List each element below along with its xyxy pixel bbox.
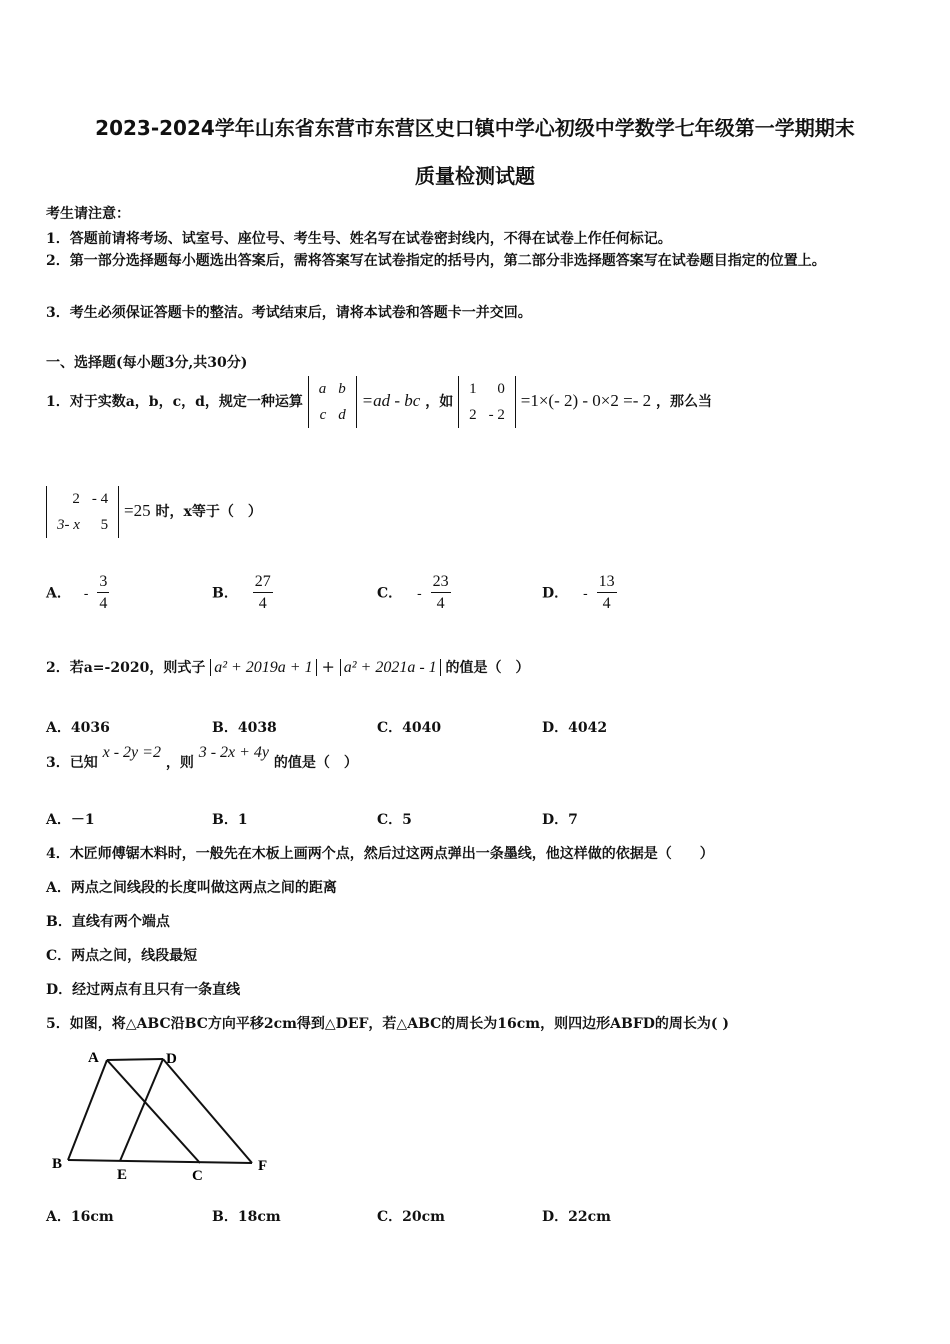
q4-option-b[interactable]: B．直线有两个端点 <box>46 914 170 930</box>
q1-suffix: ，那么当 <box>656 394 713 410</box>
q1-example-result: =1×(- 2) - 0×2 =- 2 <box>520 391 652 410</box>
label-f: F <box>258 1158 268 1174</box>
question-4-stem: 4．木匠师傅锯木料时，一般先在木板上画两个点，然后过这两点弹出一条墨线，他这样做的依据是（ ） <box>46 846 714 862</box>
q1-option-d[interactable]: D． - $\frac{13}{4}$ <box>542 573 615 612</box>
q3-option-d[interactable]: D．7 <box>542 812 578 828</box>
q1-cond-suffix: 时，x等于（ ） <box>155 504 262 520</box>
q3-option-c[interactable]: C．5 <box>377 812 412 828</box>
q1-example-prefix: ，如 <box>425 394 454 410</box>
exam-title-line-2: 质量检测试题 <box>415 164 535 188</box>
q4-option-d[interactable]: D．经过两点有且只有一条直线 <box>46 982 241 998</box>
segment-bf <box>68 1160 252 1163</box>
segment-df <box>163 1059 252 1163</box>
exam-title-line-1: 2023-2024学年山东省东营市东营区史口镇中学心初级中学数学七年级第一学期期末 <box>95 116 855 140</box>
q3-option-b[interactable]: B．1 <box>212 812 248 828</box>
q5-option-c[interactable]: C．20cm <box>377 1209 445 1225</box>
q2-option-a[interactable]: A．4036 <box>46 720 110 736</box>
label-a: A <box>88 1050 99 1066</box>
question-1-condition <box>46 486 262 538</box>
q1-option-c[interactable]: C． - $\frac{23}{4}$ <box>377 573 449 612</box>
q1-cond-result: =25 <box>124 501 151 520</box>
q4-option-a[interactable]: A．两点之间线段的长度叫做这两点之间的距离 <box>46 880 337 896</box>
label-b: B <box>52 1156 63 1172</box>
q2-prefix: 2．若a=-2020，则式子 <box>46 660 206 676</box>
q3-mid: ，则 <box>165 755 194 771</box>
q4-option-c[interactable]: C．两点之间，线段最短 <box>46 948 198 964</box>
question-5-stem: 5．如图，将△ABC沿BC方向平移2cm得到△DEF，若△ABC的周长为16cm，则四边形ABFD的周长为( ) <box>46 1016 730 1032</box>
q2-expr-1: a² + 2019a + 1 <box>210 659 316 676</box>
q2-plus: + <box>321 657 335 676</box>
q1-prefix: 1．对于实数a，b，c，d，规定一种运算 <box>46 394 303 410</box>
q2-option-d[interactable]: D．4042 <box>542 720 608 736</box>
q3-prefix: 3．已知 <box>46 755 98 771</box>
notice-item-2: 2．第一部分选择题每小题选出答案后，需将答案写在试卷指定的括号内，第二部分非选择题答案写在试卷题目指定的位置上。 <box>46 253 826 269</box>
q3-condition: x - 2y =2 <box>102 744 161 761</box>
q1-option-b[interactable]: B． $\frac{27}{4}$ <box>212 573 271 612</box>
q5-option-a[interactable]: A．16cm <box>46 1209 114 1225</box>
q3-option-a[interactable]: A．－1 <box>46 812 95 828</box>
label-e: E <box>117 1167 128 1183</box>
q3-suffix: 的值是（ ） <box>273 755 358 771</box>
q2-option-b[interactable]: B．4038 <box>212 720 277 736</box>
segment-de <box>120 1059 163 1161</box>
question-3-line <box>46 744 358 772</box>
q1-option-a[interactable]: A． - $\frac{3}{4}$ <box>46 573 108 612</box>
question-2-line <box>46 657 530 677</box>
q1-cond-determinant: 2 - 4 3- x 5 <box>46 486 119 538</box>
q2-suffix: 的值是（ ） <box>445 660 530 676</box>
notice-heading: 考生请注意： <box>46 206 130 222</box>
section-heading: 一、选择题(每小题3分,共30分) <box>46 355 248 371</box>
label-c: C <box>192 1168 203 1184</box>
q3-expression: 3 - 2x + 4y <box>198 744 270 761</box>
segment-ab <box>68 1060 107 1160</box>
q1-example-determinant: 1 0 2 - 2 <box>458 376 516 428</box>
question-1-line <box>46 376 712 428</box>
notice-item-1: 1．答题前请将考场、试室号、座位号、考生号、姓名写在试卷密封线内，不得在试卷上作任何标记。 <box>46 231 672 247</box>
q5-translation-figure <box>40 1040 290 1190</box>
q1-def-determinant: a b c d <box>308 376 357 428</box>
q1-def-result: =ad - bc <box>361 391 421 410</box>
segment-ad <box>107 1059 163 1060</box>
q5-option-d[interactable]: D．22cm <box>542 1209 611 1225</box>
segment-ac <box>107 1060 200 1163</box>
q2-expr-2: a² + 2021a - 1 <box>340 659 441 676</box>
q2-option-c[interactable]: C．4040 <box>377 720 442 736</box>
label-d: D <box>166 1051 177 1067</box>
notice-item-3: 3．考生必须保证答题卡的整洁。考试结束后，请将本试卷和答题卡一并交回。 <box>46 305 532 321</box>
q5-option-b[interactable]: B．18cm <box>212 1209 281 1225</box>
